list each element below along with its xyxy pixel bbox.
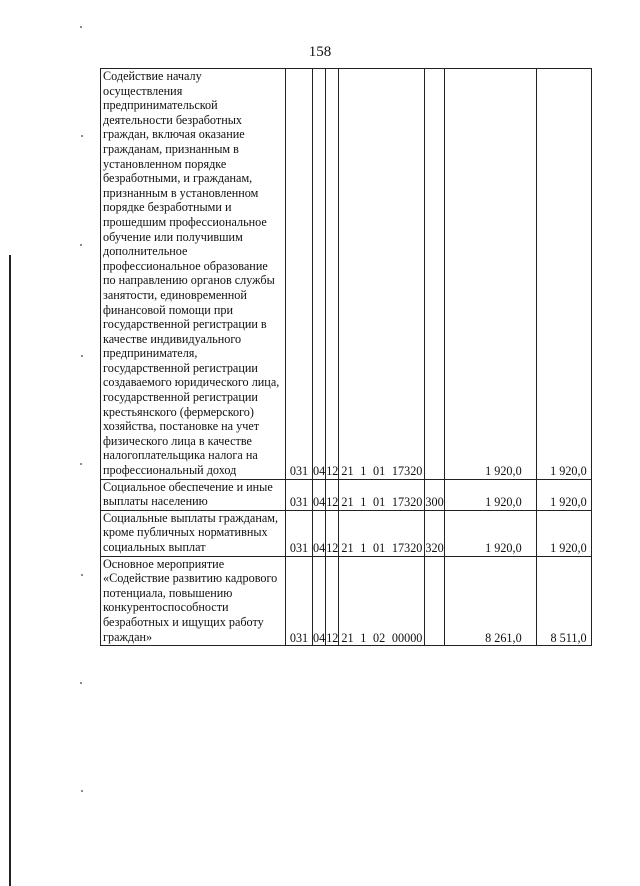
csr-direction: 17320 xyxy=(391,541,423,555)
csr-program: 21 xyxy=(341,464,354,479)
scan-edge-line xyxy=(9,255,11,886)
row-target-article xyxy=(339,510,425,556)
row-amount-year1: 1 920,0 xyxy=(444,479,536,510)
row-amount-year1: 8 261,0 xyxy=(444,556,536,646)
csr-direction: 00000 xyxy=(391,630,423,645)
row-amount-year2: 1 920,0 xyxy=(536,479,591,510)
row-subsection: 12 xyxy=(326,479,339,510)
table-row xyxy=(101,510,592,556)
row-code: 031 xyxy=(286,510,313,556)
csr-program: 21 xyxy=(341,541,354,555)
row-code: 031 xyxy=(286,479,313,510)
csr-event: 01 xyxy=(373,541,386,555)
row-amount-year1: 1 920,0 xyxy=(444,510,536,556)
table-row xyxy=(101,69,592,480)
csr-direction: 17320 xyxy=(391,495,423,510)
row-section: 04 xyxy=(313,510,326,556)
row-amount-year2: 1 920,0 xyxy=(536,69,591,480)
csr-event: 01 xyxy=(373,495,386,510)
row-target-article xyxy=(339,479,425,510)
scan-speck xyxy=(80,26,82,28)
row-expense-type xyxy=(425,69,444,480)
csr-event: 01 xyxy=(373,464,386,479)
row-expense-type xyxy=(425,556,444,646)
csr-direction: 17320 xyxy=(391,464,423,479)
row-subsection: 12 xyxy=(326,69,339,480)
row-target-article xyxy=(339,69,425,480)
csr-subprogram: 1 xyxy=(360,495,367,510)
csr-program: 21 xyxy=(341,630,354,645)
row-name: Основное мероприятие «Содействие развитию кадрового потенциала, повышению конкурентоспособности безработных и ищущих работу граждан» xyxy=(101,556,286,646)
table-row xyxy=(101,556,592,646)
row-amount-year1: 1 920,0 xyxy=(444,69,536,480)
row-name: Социальное обеспечение и иные выплаты населению xyxy=(101,479,286,510)
csr-event: 02 xyxy=(373,630,386,645)
row-section: 04 xyxy=(313,556,326,646)
row-subsection: 12 xyxy=(326,510,339,556)
row-name: Содействие началу осуществления предпринимательской деятельности безработных граждан, включая оказание гражданам, признанным в установленном порядке безработными, и гражданам, признанным в установленном порядке безработными и прошедшим профессиональное обучение или получившим дополнительное профессиональное образование по направлению органов службы занятости, единовременной финансовой помощи при государственной регистрации в качестве индивидуального предпринимателя, государственной регистрации создаваемого юридического лица, государственной регистрации крестьянского (фермерского) хозяйства, постановке на учет физического лица в качестве налогоплательщика налога на профессиональный доход xyxy=(101,69,286,480)
row-expense-type: 320 xyxy=(425,510,444,556)
csr-program: 21 xyxy=(341,495,354,510)
row-code: 031 xyxy=(286,556,313,646)
scan-speck xyxy=(81,135,83,137)
row-section: 04 xyxy=(313,69,326,480)
row-amount-year2: 8 511,0 xyxy=(536,556,591,646)
scan-speck xyxy=(81,574,83,576)
scan-speck xyxy=(81,790,83,792)
csr-subprogram: 1 xyxy=(360,541,367,555)
scan-speck xyxy=(80,463,82,465)
csr-subprogram: 1 xyxy=(360,630,367,645)
csr-subprogram: 1 xyxy=(360,464,367,479)
table-row xyxy=(101,479,592,510)
row-amount-year2: 1 920,0 xyxy=(536,510,591,556)
row-name: Социальные выплаты гражданам, кроме публичных нормативных социальных выплат xyxy=(101,510,286,556)
row-code: 031 xyxy=(286,69,313,480)
scan-speck xyxy=(81,355,83,357)
page-number: 158 xyxy=(308,44,332,60)
row-subsection: 12 xyxy=(326,556,339,646)
scan-speck xyxy=(80,682,82,684)
row-target-article xyxy=(339,556,425,646)
row-expense-type: 300 xyxy=(425,479,444,510)
row-section: 04 xyxy=(313,479,326,510)
scan-speck xyxy=(80,244,82,246)
budget-table xyxy=(100,68,592,646)
